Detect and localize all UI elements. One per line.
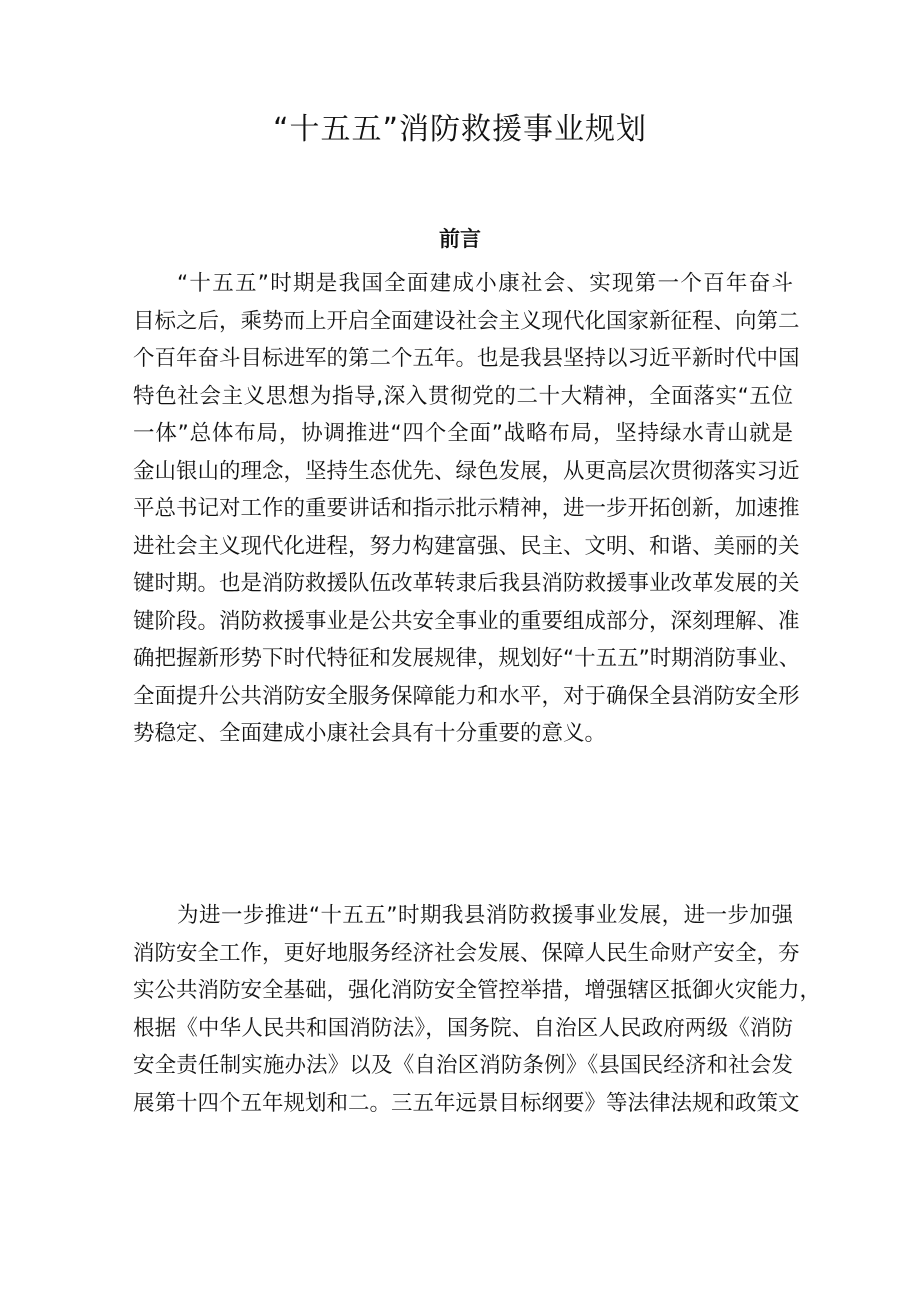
text-line: 确把握新形势下时代特征和发展规律，规划好“十五五”时期消防事业、: [133, 646, 801, 671]
text-line: 全面提升公共消防安全服务保障能力和水平，对于确保全县消防安全形: [133, 683, 800, 709]
text-line: 目标之后，乘势而上开启全面建设社会主义现代化国家新征程、向第二: [133, 308, 800, 334]
text-line: 为进一步推进“十五五”时期我县消防救援事业发展，进一步加强: [177, 903, 793, 928]
text-line: 势稳定、全面建成小康社会具有十分重要的意义。: [133, 721, 607, 746]
section-heading-preface: 前言: [439, 227, 481, 251]
text-line: 展第十四个五年规划和二。三五年远景目标纲要》等法律法规和政策文: [133, 1090, 800, 1116]
paragraph-preface-2: [133, 897, 822, 1122]
text-line: 键阶段。消防救援事业是公共安全事业的重要组成部分，深刻理解、准: [133, 608, 800, 634]
text-line: 金山银山的理念，坚持生态优先、绿色发展，从更高层次贯彻落实习近: [133, 458, 800, 484]
paragraph-preface-1: [133, 265, 801, 753]
text-line: 特色社会主义思想为指导,深入贯彻党的二十大精神，全面落实“五位: [133, 383, 793, 409]
text-line: “十五五”时期是我国全面建成小康社会、实现第一个百年奋斗: [177, 271, 793, 296]
text-line: 平总书记对工作的重要讲话和指示批示精神，进一步开拓创新，加速推: [133, 496, 800, 521]
text-line: 进社会主义现代化进程，努力构建富强、民主、文明、和谐、美丽的关: [133, 533, 800, 559]
text-line: 个百年奋斗目标进军的第二个五年。也是我县坚持以习近平新时代中国: [133, 346, 800, 371]
document-title: “十五五”消防救援事业规划: [272, 112, 648, 147]
text-line: 实公共消防安全基础，强化消防安全管控举措，增强辖区抵御火灾能力，: [133, 978, 822, 1003]
text-line: 键时期。也是消防救援队伍改革转隶后我县消防救援事业改革发展的关: [133, 571, 800, 596]
text-line: 消防安全工作，更好地服务经济社会发展、保障人民生命财产安全，夯: [133, 940, 800, 966]
text-line: 根据《中华人民共和国消防法》，国务院、自治区人民政府两级《消防: [133, 1015, 793, 1041]
text-line: 一体”总体布局，协调推进“四个全面”战略布局，坚持绿水青山就是: [133, 421, 793, 446]
text-line: 安全责任制实施办法》以及《自治区消防条例》《县国民经济和社会发: [133, 1053, 793, 1078]
